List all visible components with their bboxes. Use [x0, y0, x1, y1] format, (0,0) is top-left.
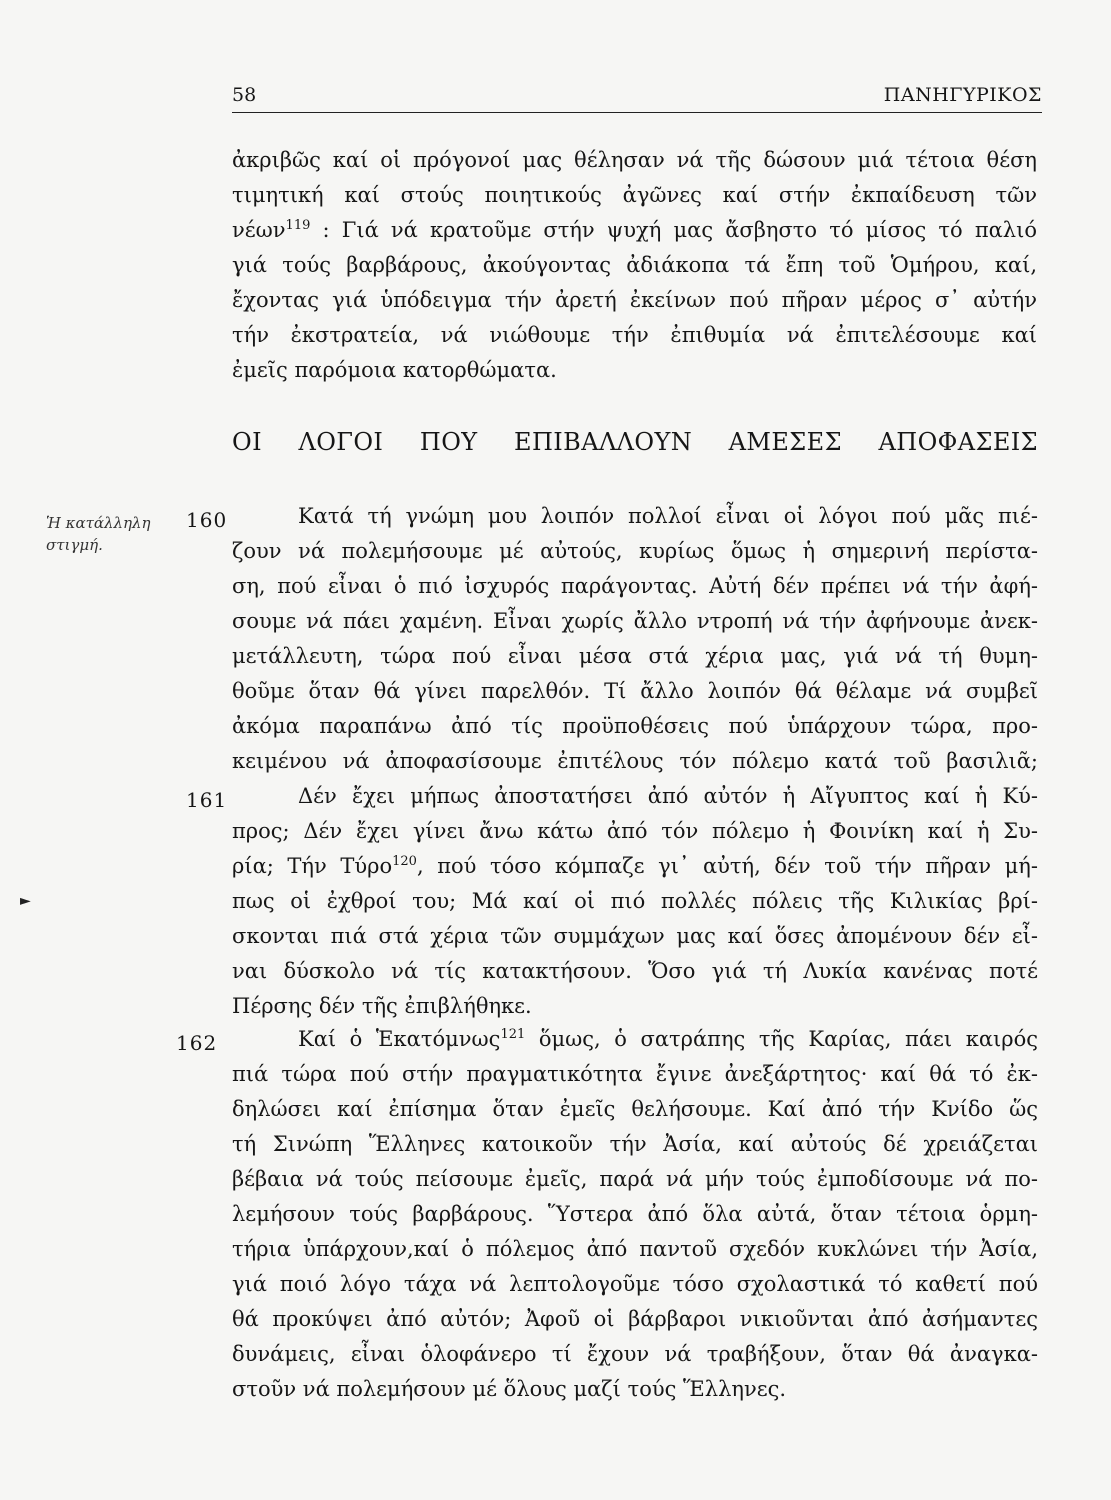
text-fragment: ὅμως, ὁ σατράπης τῆς Καρίας, πάει καιρός [525, 1027, 1038, 1051]
footnote-ref-119: 119 [285, 218, 311, 233]
text-line [232, 1022, 1038, 1057]
intro-paragraph [232, 143, 1037, 388]
margin-note-line: Ἡ κατάλληλη [46, 514, 151, 532]
text-line: μετάλλευτη, τώρα πού εἶναι μέσα στά χέρια μας, γιά νά τή θυμη- [232, 644, 1038, 668]
text-line: θοῦμε ὅταν θά γίνει παρελθόν. Τί ἄλλο λοιπόν θά θέλαμε νά συμβεῖ [232, 679, 1038, 703]
text-fragment: ρία; Τήν Τύρο [232, 854, 393, 878]
text-line: δυνάμεις, εἶναι ὁλοφάνερο τί ἔχουν νά τραβήξουν, ὅταν θά ἀναγκα- [232, 1342, 1038, 1366]
text-line: Κατά τή γνώμη μου λοιπόν πολλοί εἶναι οἱ λόγοι πού μᾶς πιέ- [298, 504, 1038, 528]
text-line: ση, πού εἶναι ὁ πιό ἰσχυρός παράγοντας. Αὐτή δέν πρέπει νά τήν ἀφή- [232, 574, 1038, 598]
text-line: βέβαια νά τούς πείσουμε ἐμεῖς, παρά νά μήν τούς ἐμποδίσουμε νά πο- [232, 1167, 1038, 1191]
page-number: 58 [232, 84, 257, 106]
footnote-ref-120: 120 [392, 854, 417, 869]
text-line: τιμητική καί στούς ποιητικούς ἀγῶνες καί στήν ἐκπαίδευση τῶν [232, 183, 1037, 207]
margin-note-line: στιγμή. [46, 536, 103, 554]
text-line: ἔχοντας γιά ὑπόδειγμα τήν ἀρετή ἐκείνων πού πῆραν μέρος σ᾽ αὐτήν [232, 288, 1037, 312]
margin-note [46, 512, 186, 556]
text-line: ἀκριβῶς καί οἱ πρόγονοί μας θέλησαν νά τῆς δώσουν μιά τέτοια θέση [232, 148, 1037, 172]
section-number-160: 160 [186, 508, 228, 532]
text-line: γιά τούς βαρβάρους, ἀκούγοντας ἀδιάκοπα τά ἔπη τοῦ Ὁμήρου, καί, [232, 253, 1037, 277]
text-line: ναι δύσκολο νά τίς κατακτήσουν. Ὅσο γιά τή Λυκία κανένας ποτέ [232, 959, 1038, 983]
text-line: τήρια ὑπάρχουν,καί ὁ πόλεμος ἀπό παντοῦ σχεδόν κυκλώνει τήν Ἀσία, [232, 1237, 1038, 1261]
text-line: κειμένου νά ἀποφασίσουμε ἐπιτέλους τόν πόλεμο κατά τοῦ βασιλιᾶ; [232, 749, 1038, 773]
text-fragment: , πού τόσο κόμπαζε γι᾽ αὐτή, δέν τοῦ τήν πῆραν μή- [416, 854, 1038, 878]
text-line: στοῦν νά πολεμήσουν μέ ὅλους μαζί τούς Ἕλληνες. [232, 1377, 787, 1401]
footnote-ref-121: 121 [500, 1027, 526, 1042]
running-title: ΠΑΝΗΓΥΡΙΚΟΣ [883, 84, 1042, 106]
text-line: σουμε νά πάει χαμένη. Εἶναι χωρίς ἄλλο ντροπή νά τήν ἀφήνουμε ἀνεκ- [232, 609, 1038, 633]
section-number-161: 161 [186, 788, 228, 812]
page-header [232, 78, 1042, 113]
text-line: ἀκόμα παραπάνω ἀπό τίς προϋποθέσεις πού ὑπάρχουν τώρα, προ- [232, 714, 1038, 738]
text-line: ἐμεῖς παρόμοια κατορθώματα. [232, 358, 557, 382]
text-line: δηλώσει καί ἐπίσημα ὅταν ἐμεῖς θελήσουμε. Καί ἀπό τήν Κνίδο ὥς [232, 1097, 1038, 1121]
paragraph-161 [232, 779, 1038, 1024]
text-line: γιά ποιό λόγο τάχα νά λεπτολογοῦμε τόσο σχολαστικά τό καθετί πού [232, 1272, 1038, 1296]
text-fragment: Καί ὁ Ἑκατόμνως [298, 1027, 501, 1051]
text-line: πως οἱ ἐχθροί του; Μά καί οἱ πιό πολλές πόλεις τῆς Κιλικίας βρί- [232, 889, 1038, 913]
text-line: Πέρσης δέν τῆς ἐπιβλήθηκε. [232, 994, 532, 1018]
text-line: Δέν ἔχει μήπως ἀποστατήσει ἀπό αὐτόν ἡ Αἴγυπτος καί ἡ Κύ- [298, 784, 1038, 808]
text-line: λεμήσουν τούς βαρβάρους. Ὕστερα ἀπό ὅλα αὐτά, ὅταν τέτοια ὁρμη- [232, 1202, 1038, 1226]
text-line [232, 849, 1038, 884]
text-fragment: Γιά νά κρατοῦμε στήν ψυχή μας ἄσβηστο τό μίσος τό παλιό [341, 218, 1037, 242]
margin-mark: ► [20, 893, 31, 909]
text-line: πιά τώρα πού στήν πραγματικότητα ἔγινε ἀνεξάρτητος· καί θά τό ἐκ- [232, 1062, 1038, 1086]
text-line: σκονται πιά στά χέρια τῶν συμμάχων μας καί ὅσες ἀπομένουν δέν εἶ- [232, 924, 1038, 948]
text-line: ζουν νά πολεμήσουμε μέ αὐτούς, κυρίως ὅμως ἡ σημερινή περίστα- [232, 539, 1038, 563]
text-line: τή Σινώπη Ἕλληνες κατοικοῦν τήν Ἀσία, καί αὐτούς δέ χρειάζεται [232, 1132, 1038, 1156]
text-line: τήν ἐκστρατεία, νά νιώθουμε τήν ἐπιθυμία νά ἐπιτελέσουμε καί [232, 323, 1037, 347]
text-fragment: νέων [232, 218, 286, 242]
text-line: θά προκύψει ἀπό αὐτόν; Ἀφοῦ οἱ βάρβαροι νικιοῦνται ἀπό ἀσήμαντες [232, 1307, 1038, 1331]
section-heading: ΟΙ ΛΟΓΟΙ ΠΟΥ ΕΠΙΒΑΛΛΟΥΝ ΑΜΕΣΕΣ ΑΠΟΦΑΣΕΙΣ [232, 428, 1038, 456]
text-line: νέων$^{119}$ : Γιά νά κρατοῦμε στήν ψυχή μας ἄσβηστο τό μίσος τό παλιό [232, 218, 1037, 242]
paragraph-162 [232, 1022, 1038, 1407]
section-number-162: 162 [176, 1031, 218, 1055]
text-line: προς; Δέν ἔχει γίνει ἄνω κάτω ἀπό τόν πόλεμο ἡ Φοινίκη καί ἡ Συ- [232, 819, 1038, 843]
paragraph-160 [232, 499, 1038, 779]
